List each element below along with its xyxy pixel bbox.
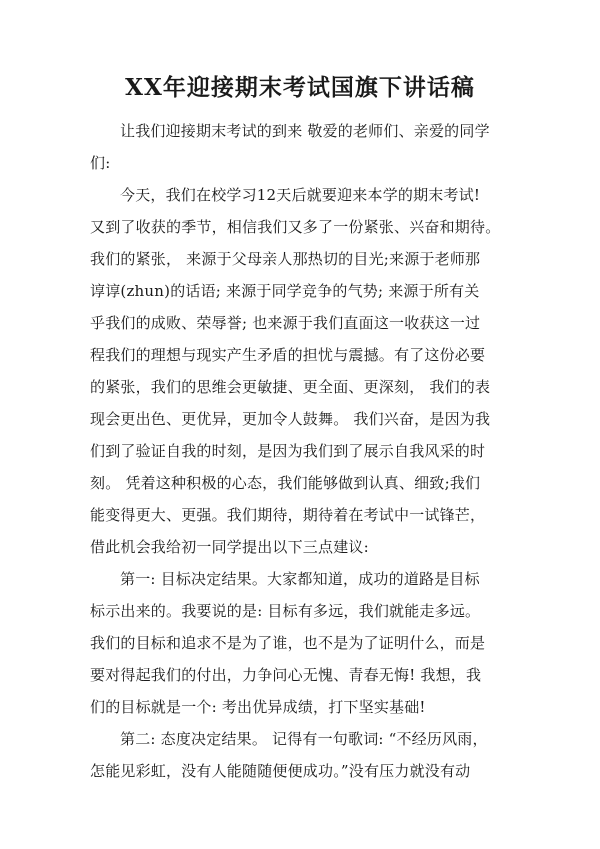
document-body bbox=[90, 115, 510, 787]
document-title: XX年迎接期末考试国旗下讲话稿 bbox=[125, 74, 475, 101]
text-line: 程我们的理想与现实产生矛盾的担忧与震撼。有了这份必要 bbox=[90, 346, 486, 364]
text-line: 们: bbox=[90, 154, 111, 172]
text-line: 第二: 态度决定结果。 记得有一句歌词: “不经历风雨， bbox=[120, 730, 488, 748]
text-line: 能变得更大、更强。我们期待，期待着在考试中一试锋芒， bbox=[90, 506, 486, 524]
text-line: 要对得起我们的付出，力争问心无愧、青春无悔! 我想，我 bbox=[90, 666, 482, 684]
text-line: 第一: 目标决定结果。大家都知道，成功的道路是目标 bbox=[120, 570, 480, 588]
text-line: 怎能见彩虹，没有人能随随便便成功。”没有压力就没有动 bbox=[90, 762, 471, 780]
text-line: 我们的紧张， 来源于父母亲人那热切的目光;来源于老师那 bbox=[90, 250, 481, 268]
text-line: 们的目标就是一个: 考出优异成绩，打下坚实基础! bbox=[90, 698, 426, 716]
text-line: 又到了收获的季节，相信我们又多了一份紧张、兴奋和期待。 bbox=[90, 218, 501, 236]
text-line: 谆谆(zhun)的话语; 来源于同学竞争的气势; 来源于所有关 bbox=[90, 282, 480, 300]
paragraph-point-one bbox=[90, 563, 510, 723]
text-line: 让我们迎接期末考试的到来 敬爱的老师们、亲爱的同学 bbox=[120, 122, 490, 140]
text-line: 们到了验证自我的时刻，是因为我们到了展示自我风采的时 bbox=[90, 442, 486, 460]
text-line: 的紧张，我们的思维会更敏捷、更全面、更深刻， 我们的表 bbox=[90, 378, 491, 396]
text-line: 乎我们的成败、荣辱誉; 也来源于我们直面这一收获这一过 bbox=[90, 314, 481, 332]
paragraph-point-two bbox=[90, 723, 510, 787]
text-line: 今天，我们在校学习12天后就要迎来本学的期末考试! bbox=[120, 186, 481, 204]
text-line: 现会更出色、更优异，更加令人鼓舞。 我们兴奋，是因为我 bbox=[90, 410, 491, 428]
paragraph-intro bbox=[90, 179, 510, 563]
text-line: 标示出来的。我要说的是: 目标有多远，我们就能走多远。 bbox=[90, 602, 481, 620]
text-line: 我们的目标和追求不是为了谁，也不是为了证明什么，而是 bbox=[90, 634, 486, 652]
text-line: 借此机会我给初一同学提出以下三点建议: bbox=[90, 538, 369, 556]
text-line: 刻。 凭着这种积极的心态，我们能够做到认真、细致;我们 bbox=[90, 474, 481, 492]
paragraph-greeting bbox=[90, 115, 510, 179]
